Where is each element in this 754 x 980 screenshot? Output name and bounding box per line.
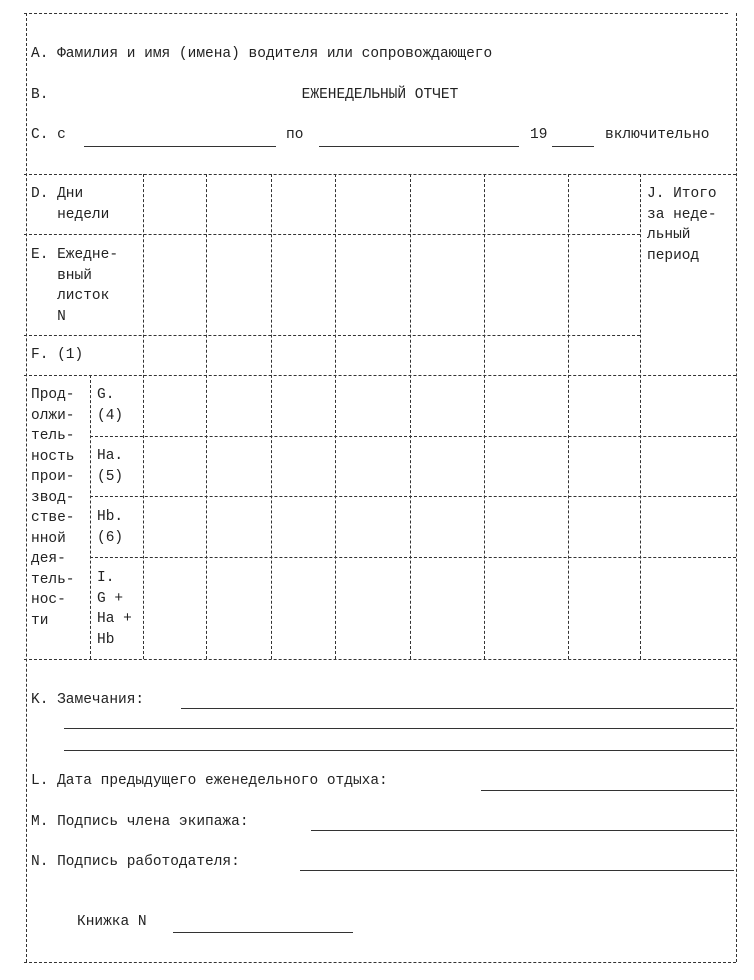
row-f-label: F. (1)	[31, 347, 84, 363]
line-c-inclusive: включительно	[605, 127, 710, 143]
rule-after-f	[24, 375, 736, 376]
employer-signature-field[interactable]	[300, 870, 734, 871]
row-i-label: I. G + Ha + Hb	[97, 570, 132, 648]
col-sep-6	[484, 174, 485, 659]
line-c-from: C. с	[31, 127, 66, 143]
col-sep-3	[271, 174, 272, 659]
line-a-driver-name: A. Фамилия и имя (имена) водителя или сопровождающего	[31, 46, 493, 62]
table-top-rule	[24, 174, 736, 175]
frame-top	[24, 13, 728, 14]
line-n-employer-signature: N. Подпись работодателя:	[31, 854, 240, 870]
last-rest-date-field[interactable]	[481, 790, 734, 791]
book-number-field[interactable]	[173, 932, 353, 933]
crew-signature-field[interactable]	[311, 830, 734, 831]
row-g-label: G. (4)	[97, 387, 124, 424]
frame-bottom	[24, 962, 736, 963]
row-ha-label: Ha. (5)	[97, 448, 124, 485]
page-title: ЕЖЕНЕДЕЛЬНЫЙ ОТЧЕТ	[301, 87, 459, 103]
row-hb-label: Hb. (6)	[97, 509, 124, 546]
col-sep-5	[410, 174, 411, 659]
col-sep-2	[206, 174, 207, 659]
date-to-field[interactable]	[319, 146, 519, 147]
col-sep-7	[568, 174, 569, 659]
row-e-sheet-label: E. Ежедне- вный листок N	[31, 247, 119, 325]
side-duration-label: Прод- олжи- тель- ность прои- звод- стве- нной дея- тель- нос- ти	[31, 387, 75, 629]
row-d-days-label: D. Дни недели	[31, 186, 110, 223]
col-sep-1	[143, 174, 144, 659]
table-bottom-rule	[24, 659, 736, 660]
col-j-total-label: J. Итого за неде- льный период	[647, 186, 717, 264]
line-b-letter: B.	[31, 87, 49, 103]
line-l-last-rest: L. Дата предыдущего еженедельного отдыха:	[31, 773, 388, 789]
col-sep-4	[335, 174, 336, 659]
line-k-remarks: K. Замечания:	[31, 692, 145, 708]
frame-left	[26, 13, 27, 962]
date-from-field[interactable]	[84, 146, 276, 147]
line-c-year: 19	[530, 127, 548, 143]
book-number-label: Книжка N	[77, 914, 147, 930]
remarks-field-1[interactable]	[181, 708, 734, 709]
frame-right	[736, 13, 737, 962]
remarks-field-3[interactable]	[64, 750, 734, 751]
rule-after-e	[24, 335, 640, 336]
rule-after-d	[24, 234, 640, 235]
col-sep-total	[640, 174, 641, 659]
year-field[interactable]	[552, 146, 594, 147]
line-c-to: по	[286, 127, 304, 143]
line-m-crew-signature: M. Подпись члена экипажа:	[31, 814, 249, 830]
col-sep-side	[90, 375, 91, 659]
remarks-field-2[interactable]	[64, 728, 734, 729]
